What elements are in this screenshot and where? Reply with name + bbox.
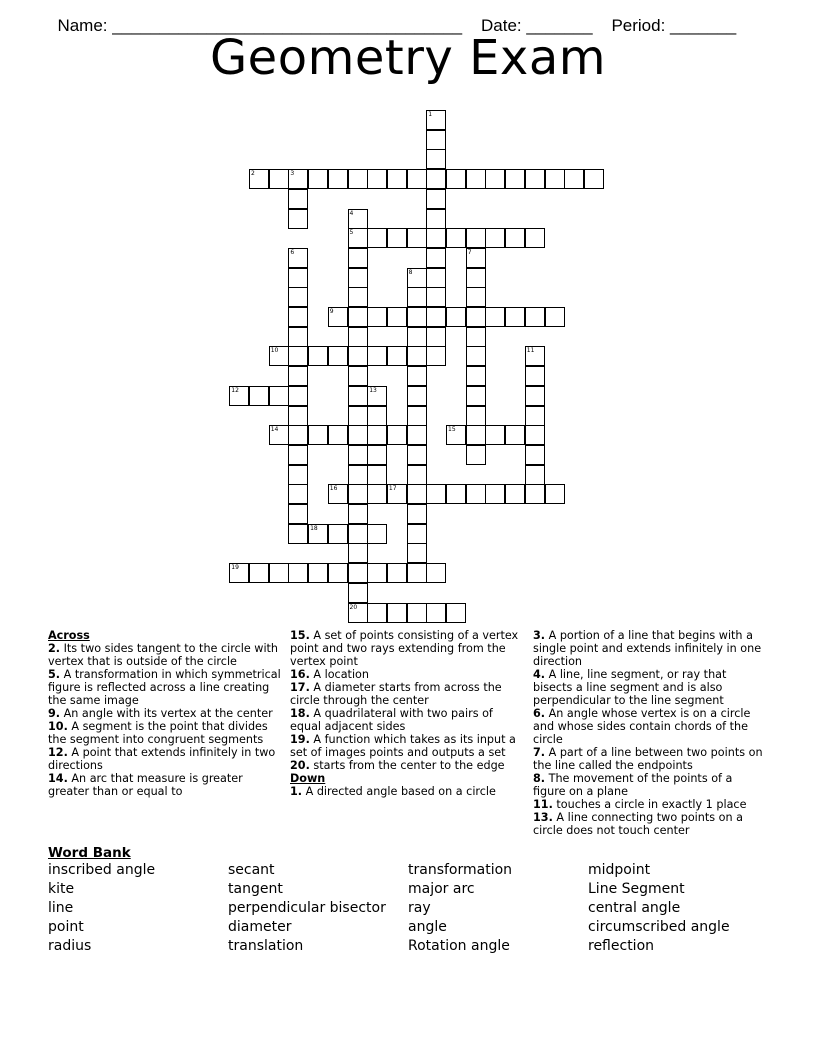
crossword-cell[interactable] — [407, 327, 427, 347]
crossword-cell[interactable] — [367, 563, 387, 583]
crossword-cell[interactable] — [288, 406, 308, 426]
word-bank-item: Rotation angle — [408, 938, 510, 954]
crossword-cell[interactable] — [308, 425, 328, 445]
crossword-cell[interactable] — [288, 484, 308, 504]
crossword-cell[interactable] — [348, 268, 368, 288]
crossword-cell[interactable] — [466, 287, 486, 307]
crossword-cell[interactable] — [367, 346, 387, 366]
crossword-cell[interactable] — [485, 484, 505, 504]
crossword-cell[interactable] — [348, 563, 368, 583]
crossword-cell[interactable] — [387, 425, 407, 445]
word-bank-item: circumscribed angle — [588, 919, 730, 935]
crossword-cell[interactable] — [505, 307, 525, 327]
crossword-cell[interactable] — [288, 465, 308, 485]
crossword-cell[interactable] — [525, 169, 545, 189]
word-bank-item: tangent — [228, 881, 283, 897]
crossword-cell[interactable] — [407, 465, 427, 485]
clues-column-1 — [48, 629, 283, 798]
clue-across-18: 18. A quadrilateral with two pairs of equal adjacent sides — [290, 707, 493, 733]
clues-column-3 — [533, 629, 768, 837]
clue-across-15: 15. A set of points consisting of a vertex point and two rays extending from the vertex point — [290, 629, 519, 668]
word-bank-item: radius — [48, 938, 92, 954]
word-bank-item: translation — [228, 938, 304, 954]
crossword-cell[interactable] — [229, 386, 249, 406]
word-bank-item: perpendicular bisector — [228, 900, 386, 916]
clues-column-2 — [290, 629, 525, 798]
clue-down-11: 11. touches a circle in exactly 1 place — [533, 798, 747, 811]
crossword-cell[interactable] — [387, 169, 407, 189]
crossword-cell[interactable] — [288, 169, 308, 189]
crossword-cell[interactable] — [407, 484, 427, 504]
crossword-cell[interactable] — [387, 603, 407, 623]
crossword-cell[interactable] — [269, 346, 289, 366]
crossword-cell[interactable] — [407, 169, 427, 189]
crossword-cell[interactable] — [426, 209, 446, 229]
crossword-cell[interactable] — [426, 346, 446, 366]
crossword-cell[interactable] — [269, 563, 289, 583]
clue-down-8: 8. The movement of the points of a figure on a plane — [533, 772, 733, 798]
crossword-cell[interactable] — [348, 346, 368, 366]
crossword-cell[interactable] — [407, 287, 427, 307]
crossword-cell[interactable] — [348, 465, 368, 485]
clue-across-5: 5. A transformation in which symmetrical figure is reflected across a line creating the same image — [48, 668, 281, 707]
crossword-cell[interactable] — [525, 425, 545, 445]
clue-number: 15 — [448, 426, 456, 434]
crossword-cell[interactable] — [348, 209, 368, 229]
crossword-cell[interactable] — [348, 327, 368, 347]
crossword-cell[interactable] — [348, 524, 368, 544]
crossword-cell[interactable] — [367, 465, 387, 485]
crossword-cell[interactable] — [466, 366, 486, 386]
crossword-cell[interactable] — [367, 425, 387, 445]
word-bank-item: major arc — [408, 881, 475, 897]
crossword-cell[interactable] — [229, 563, 249, 583]
crossword-cell[interactable] — [466, 268, 486, 288]
crossword-cell[interactable] — [348, 169, 368, 189]
clue-number: 20 — [349, 603, 358, 611]
crossword-cell[interactable] — [426, 268, 446, 288]
word-bank-item: angle — [408, 919, 447, 935]
crossword-cell[interactable] — [426, 149, 446, 169]
crossword-cell[interactable] — [466, 406, 486, 426]
clue-number: 12 — [231, 386, 239, 394]
crossword-cell[interactable] — [348, 504, 368, 524]
word-bank-item: line — [48, 900, 74, 916]
crossword-cell[interactable] — [288, 524, 308, 544]
crossword-cell[interactable] — [249, 386, 269, 406]
crossword-cell[interactable] — [367, 169, 387, 189]
crossword-cell[interactable] — [584, 169, 604, 189]
crossword-cell[interactable] — [288, 563, 308, 583]
crossword-cell[interactable] — [328, 425, 348, 445]
crossword-cell[interactable] — [407, 307, 427, 327]
crossword-cell[interactable] — [525, 386, 545, 406]
clue-number: 7 — [467, 248, 472, 256]
clue-down-1: 1. A directed angle based on a circle — [290, 785, 496, 798]
crossword-cell[interactable] — [249, 563, 269, 583]
crossword-cell[interactable] — [348, 543, 368, 563]
clue-across-9: 9. An angle with its vertex at the center — [48, 707, 273, 720]
crossword-cell[interactable] — [466, 248, 486, 268]
crossword-cell[interactable] — [426, 287, 446, 307]
crossword-cell[interactable] — [446, 228, 466, 248]
crossword-cell[interactable] — [348, 406, 368, 426]
crossword-cell[interactable] — [348, 603, 368, 623]
crossword-cell[interactable] — [466, 327, 486, 347]
crossword-cell[interactable] — [387, 346, 407, 366]
crossword-cell[interactable] — [407, 445, 427, 465]
crossword-cell[interactable] — [387, 563, 407, 583]
word-bank — [48, 862, 788, 957]
crossword-cell[interactable] — [426, 248, 446, 268]
clue-number: 6 — [290, 248, 295, 256]
clue-number: 8 — [408, 268, 413, 276]
crossword-cell[interactable] — [288, 386, 308, 406]
crossword-cell[interactable] — [426, 563, 446, 583]
crossword-cell[interactable] — [308, 346, 328, 366]
date-field[interactable]: Date: _______ — [480, 16, 593, 35]
crossword-cell[interactable] — [426, 169, 446, 189]
word-bank-title: Word Bank — [48, 845, 131, 861]
crossword-cell[interactable] — [426, 484, 446, 504]
crossword-cell[interactable] — [505, 228, 525, 248]
word-bank-item: central angle — [588, 900, 681, 916]
crossword-cell[interactable] — [367, 445, 387, 465]
crossword-cell[interactable] — [466, 484, 486, 504]
crossword-cell[interactable] — [466, 445, 486, 465]
clue-across-2: 2. Its two sides tangent to the circle with vertex that is outside of the circle — [48, 642, 279, 668]
crossword-cell[interactable] — [485, 228, 505, 248]
crossword-cell[interactable] — [466, 346, 486, 366]
clue-number: 18 — [310, 524, 318, 532]
crossword-cell[interactable] — [426, 110, 446, 130]
clue-number: 13 — [369, 386, 377, 394]
crossword-cell[interactable] — [367, 524, 387, 544]
crossword-cell[interactable] — [564, 169, 584, 189]
crossword-cell[interactable] — [348, 366, 368, 386]
clue-across-20: 20. starts from the center to the edge — [290, 759, 505, 772]
crossword-cell[interactable] — [348, 248, 368, 268]
crossword-cell[interactable] — [407, 386, 427, 406]
clue-across-10: 10. A segment is the point that divides the segment into congruent segments — [48, 720, 268, 746]
crossword-cell[interactable] — [367, 307, 387, 327]
crossword-cell[interactable] — [367, 603, 387, 623]
clue-number: 1 — [428, 111, 433, 118]
crossword-cell[interactable] — [269, 425, 289, 445]
crossword-cell[interactable] — [407, 268, 427, 288]
clue-number: 14 — [270, 426, 279, 434]
word-bank-item: secant — [228, 862, 275, 878]
crossword-cell[interactable] — [387, 307, 407, 327]
crossword-cell[interactable] — [505, 425, 525, 445]
crossword-cell[interactable] — [387, 228, 407, 248]
crossword-cell[interactable] — [466, 169, 486, 189]
crossword-cell[interactable] — [348, 386, 368, 406]
crossword-cell[interactable] — [288, 346, 308, 366]
crossword-cell[interactable] — [367, 228, 387, 248]
crossword-cell[interactable] — [485, 425, 505, 445]
clue-number: 4 — [349, 209, 354, 217]
crossword-cell[interactable] — [426, 130, 446, 150]
crossword-cell[interactable] — [348, 583, 368, 603]
clue-across-17: 17. A diameter starts from across the circle through the center — [290, 681, 502, 707]
crossword-cell[interactable] — [525, 228, 545, 248]
crossword-cell[interactable] — [446, 484, 466, 504]
crossword-cell[interactable] — [328, 307, 348, 327]
crossword-cell[interactable] — [328, 524, 348, 544]
clue-across-12: 12. A point that extends infinitely in two directions — [48, 746, 276, 772]
crossword-cell[interactable] — [545, 169, 565, 189]
crossword-cell[interactable] — [288, 366, 308, 386]
crossword-cell[interactable] — [407, 603, 427, 623]
clue-number: 5 — [349, 229, 354, 237]
clue-down-4: 4. A line, line segment, or ray that bisects a line segment and is also perpendicular to the line segment — [533, 668, 727, 707]
crossword-cell[interactable] — [348, 287, 368, 307]
word-bank-item: Line Segment — [588, 881, 685, 897]
word-bank-item: reflection — [588, 938, 655, 954]
clue-number: 10 — [270, 347, 279, 355]
clue-number: 19 — [231, 564, 239, 572]
crossword-cell[interactable] — [426, 228, 446, 248]
word-bank-item: point — [48, 919, 84, 935]
crossword-cell[interactable] — [446, 169, 466, 189]
crossword-cell[interactable] — [288, 327, 308, 347]
crossword-cell[interactable] — [466, 386, 486, 406]
crossword-cell[interactable] — [525, 406, 545, 426]
crossword-cell[interactable] — [288, 504, 308, 524]
crossword-cell[interactable] — [466, 228, 486, 248]
crossword-cell[interactable] — [485, 307, 505, 327]
crossword-cell[interactable] — [525, 307, 545, 327]
crossword-cell[interactable] — [407, 406, 427, 426]
crossword-cell[interactable] — [446, 425, 466, 445]
crossword-cell[interactable] — [525, 366, 545, 386]
period-field[interactable]: Period: _______ — [611, 16, 737, 35]
crossword-cell[interactable] — [269, 386, 289, 406]
crossword-cell[interactable] — [485, 169, 505, 189]
crossword-cell[interactable] — [466, 307, 486, 327]
word-bank-item: ray — [408, 900, 431, 916]
crossword-cell[interactable] — [367, 386, 387, 406]
clue-down-6: 6. An angle whose vertex is on a circle and whose sides contain chords of the circle — [533, 707, 751, 746]
down-heading: Down — [290, 772, 326, 785]
crossword-cell[interactable] — [328, 563, 348, 583]
crossword-cell[interactable] — [288, 268, 308, 288]
crossword-cell[interactable] — [288, 189, 308, 209]
clue-number: 9 — [329, 308, 334, 315]
crossword-cell[interactable] — [288, 248, 308, 268]
crossword-cell[interactable] — [426, 189, 446, 209]
crossword-cell[interactable] — [407, 425, 427, 445]
crossword-cell[interactable] — [407, 346, 427, 366]
crossword-cell[interactable] — [407, 563, 427, 583]
crossword-cell[interactable] — [348, 228, 368, 248]
crossword-cell[interactable] — [407, 228, 427, 248]
crossword-cell[interactable] — [387, 484, 407, 504]
crossword-cell[interactable] — [525, 465, 545, 485]
crossword-cell[interactable] — [505, 484, 525, 504]
crossword-cell[interactable] — [288, 287, 308, 307]
word-bank-item: diameter — [228, 919, 292, 935]
clue-down-13: 13. A line connecting two points on a circle does not touch center — [533, 811, 744, 837]
clue-across-14: 14. An arc that measure is greater greater than or equal to — [48, 772, 243, 798]
clue-down-3: 3. A portion of a line that begins with a single point and extends infinitely in one direction — [533, 629, 762, 668]
crossword-cell[interactable] — [525, 484, 545, 504]
word-bank-item: transformation — [408, 862, 513, 878]
crossword-cell[interactable] — [348, 445, 368, 465]
crossword-cell[interactable] — [328, 169, 348, 189]
crossword-cell[interactable] — [328, 346, 348, 366]
clue-across-16: 16. A location — [290, 668, 369, 681]
crossword-cell[interactable] — [288, 209, 308, 229]
crossword-cell[interactable] — [367, 406, 387, 426]
crossword-cell[interactable] — [269, 169, 289, 189]
clue-number: 16 — [329, 485, 338, 493]
across-heading: Across — [48, 629, 90, 642]
clue-number: 11 — [526, 347, 535, 355]
crossword-cell[interactable] — [407, 504, 427, 524]
clue-number: 3 — [290, 170, 295, 178]
crossword-cell[interactable] — [426, 307, 446, 327]
crossword-cell[interactable] — [545, 307, 565, 327]
crossword-cell[interactable] — [426, 327, 446, 347]
crossword-cell[interactable] — [525, 346, 545, 366]
crossword-cell[interactable] — [525, 445, 545, 465]
crossword-cell[interactable] — [308, 563, 328, 583]
word-bank-item: midpoint — [588, 862, 651, 878]
page-title: Geometry Exam — [209, 30, 606, 86]
clue-number: 17 — [388, 485, 397, 493]
crossword-cell[interactable] — [466, 425, 486, 445]
crossword-cell[interactable] — [446, 307, 466, 327]
crossword-cell[interactable] — [348, 484, 368, 504]
crossword-cell[interactable] — [249, 169, 269, 189]
crossword-cell[interactable] — [407, 366, 427, 386]
crossword-cell[interactable] — [545, 484, 565, 504]
word-bank-item: inscribed angle — [48, 862, 156, 878]
crossword-cell[interactable] — [288, 425, 308, 445]
clue-down-7: 7. A part of a line between two points on the line called the endpoints — [533, 746, 763, 772]
crossword-cell[interactable] — [407, 524, 427, 544]
crossword-cell[interactable] — [308, 169, 328, 189]
name-field[interactable]: Name: _____________________________________ — [57, 16, 463, 35]
crossword-cell[interactable] — [348, 307, 368, 327]
crossword-cell[interactable] — [288, 445, 308, 465]
crossword-cell[interactable] — [407, 543, 427, 563]
crossword-cell[interactable] — [505, 169, 525, 189]
crossword-cell[interactable] — [308, 524, 328, 544]
crossword-cell[interactable] — [348, 425, 368, 445]
clue-across-19: 19. A function which takes as its input a set of images points and outputs a set — [290, 733, 516, 759]
crossword-cell[interactable] — [426, 603, 446, 623]
crossword-cell[interactable] — [367, 484, 387, 504]
clue-number: 2 — [251, 170, 255, 178]
crossword-cell[interactable] — [288, 307, 308, 327]
crossword-cell[interactable] — [328, 484, 348, 504]
crossword-cell[interactable] — [446, 603, 466, 623]
word-bank-item: kite — [48, 881, 75, 897]
